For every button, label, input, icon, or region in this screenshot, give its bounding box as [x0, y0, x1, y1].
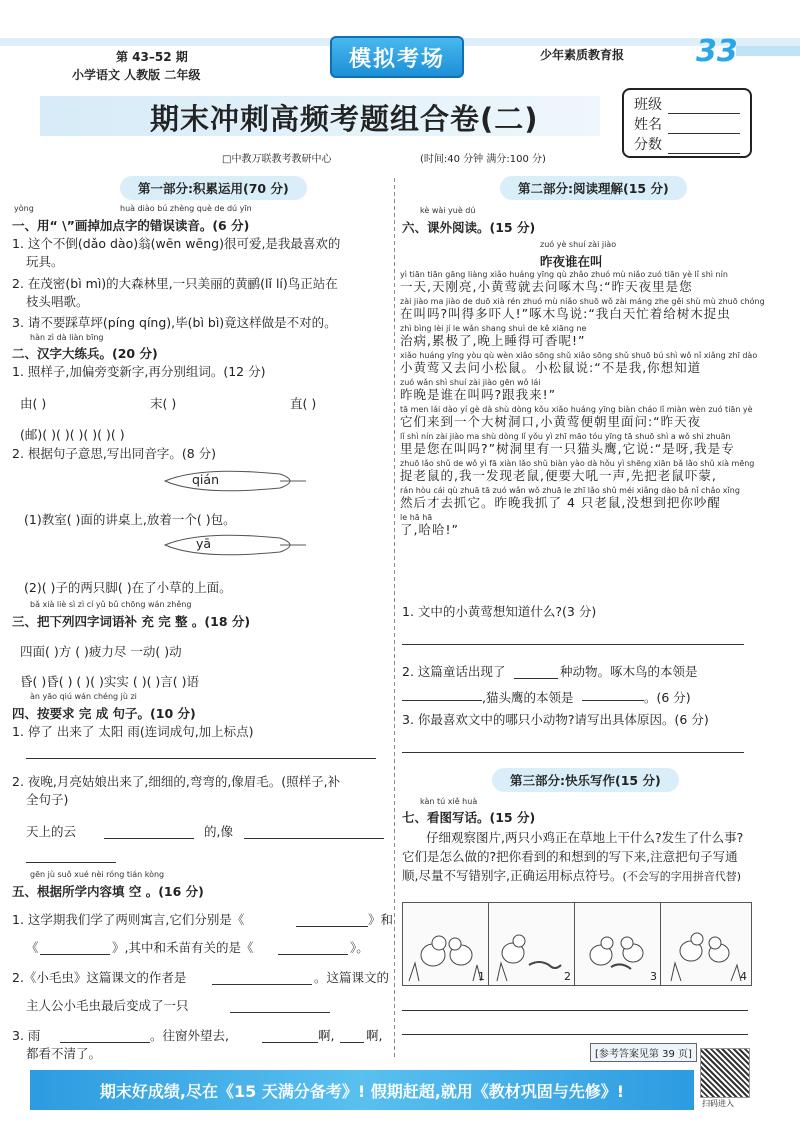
q1-pinyin-2: huà diào bú zhèng què de dú yīn — [120, 204, 252, 213]
chick-picture-1 — [403, 903, 489, 985]
q5-blank8[interactable] — [340, 1042, 364, 1043]
frame-number: 1 — [478, 970, 485, 983]
reading-q3-answer[interactable] — [402, 752, 744, 753]
part1-title: 第一部分:积累运用(70 分) — [120, 176, 307, 200]
footer-banner: 期末好成绩,尽在《15 天满分备考》! 假期赶超,就用《教材巩固与先修》! — [30, 1070, 694, 1110]
frame-number: 4 — [740, 970, 747, 983]
writing-line-1[interactable] — [402, 1010, 748, 1011]
story-line: 昨晚是谁在叫吗?跟我来!” — [400, 387, 557, 402]
score-field[interactable] — [668, 139, 740, 154]
story-line-pinyin: zuó wǎn shì shuí zài jiào gēn wǒ lái — [400, 378, 541, 387]
q3-row2: 昏( )昏( ) ( )( )实实 ( )( )言( )语 — [20, 674, 200, 689]
q6-pinyin: kè wài yuè dú — [420, 206, 476, 215]
qr-code-icon[interactable] — [700, 1048, 750, 1098]
column-divider — [394, 178, 395, 1058]
q2-row1-b: 末( ) — [150, 396, 177, 411]
q1-item2b: 枝头唱歌。 — [26, 294, 89, 309]
writing-line-2[interactable] — [402, 1034, 748, 1035]
q4-item2b: 全句子) — [26, 792, 69, 807]
q7-pinyin: kàn tú xiě huà — [420, 797, 478, 806]
q5-item1: 1. 这学期我们学了两则寓言,它们分别是《 — [12, 912, 245, 927]
q4-blank1[interactable] — [104, 838, 194, 839]
qr-caption: 扫码进入 — [702, 1099, 734, 1108]
q4-item2d: 的,像 — [204, 824, 233, 839]
q3-title: 三、把下列四字词语补 充 完 整 。(18 分) — [12, 614, 251, 629]
q5-item3e: 都看不清了。 — [26, 1046, 102, 1061]
leaf-icon — [160, 466, 310, 496]
q5-blank4[interactable] — [212, 984, 312, 985]
story-line-pinyin: zài jiào ma jiào de duō xià rén zhuó mù niǎo shuō wǒ zài máng zhe gěi shù mù zhuō chóng — [400, 297, 765, 306]
q5-item1b: 》和 — [368, 912, 394, 927]
reading-q2-c: ,猫头鹰的本领是 — [482, 690, 574, 705]
page-number: 33 — [696, 34, 738, 69]
q5-item3c: 啊, — [318, 1028, 335, 1043]
q5-item1e: 》。 — [350, 940, 369, 955]
story-line-pinyin: rán hòu cái qù zhuā tā zuó wǎn wǒ zhuā le zhī lǎo shǔ méi xiǎng dào bǎ nǐ chǎo xǐng — [400, 486, 740, 495]
q1-pinyin: yòng — [14, 204, 34, 213]
chick-picture-4 — [661, 903, 751, 985]
class-field[interactable] — [668, 99, 740, 114]
chick-picture-3 — [575, 903, 661, 985]
story-line: 里是您在叫吗?”树洞里有一只猫头鹰,它说:“是呀,我是专 — [400, 441, 735, 456]
reading-q2-blank1[interactable] — [514, 678, 558, 679]
q5-item1c: 《 — [26, 940, 39, 955]
story-body — [400, 270, 785, 540]
picture-frame-3 — [574, 902, 662, 986]
q4-blank3[interactable] — [26, 862, 116, 863]
writing-prompt — [402, 828, 752, 886]
q2-row1-a: 由( ) — [20, 396, 47, 411]
story-line: 了,哈哈!” — [400, 522, 459, 537]
q2-item1: 1. 照样子,加偏旁变新字,再分别组词。(12 分) — [12, 364, 266, 379]
reading-q2: 2. 这篇童话出现了 — [402, 664, 506, 679]
name-field[interactable] — [668, 119, 740, 134]
q5-item3: 3. 雨 — [12, 1028, 41, 1043]
q5-item3d: 啊, — [366, 1028, 383, 1043]
story-line: 捉老鼠的,我一发现老鼠,便要大吼一声,先把老鼠吓蒙, — [400, 468, 717, 483]
story-line: 治病,累极了,晚上睡得可香呢!” — [400, 333, 586, 348]
q5-pinyin: gēn jù suǒ xué nèi róng tián kòng — [30, 870, 165, 879]
story-title: 昨夜谁在叫 — [540, 254, 603, 269]
student-info-box — [622, 88, 752, 158]
reading-q1: 1. 文中的小黄莺想知道什么?(3 分) — [402, 604, 597, 619]
answer-reference: [参考答案见第 39 页] — [590, 1043, 697, 1062]
picture-frame-2 — [488, 902, 576, 986]
story-line-pinyin: zhuō lǎo shǔ de wǒ yì fā xiàn lǎo shǔ biàn yào dà hǒu yì shēng xiān bǎ lǎo shǔ xià mēng — [400, 459, 755, 468]
q4-item2c: 天上的云 — [26, 824, 77, 839]
q1-item1: 1. 这个不倒(dǎo dào)翁(wēn wēng)很可爱,是我最喜欢的 — [12, 236, 341, 251]
q5-blank6[interactable] — [60, 1042, 150, 1043]
q5-item3b: 。往窗外望去, — [150, 1028, 229, 1043]
part3-title: 第三部分:快乐写作(15 分) — [492, 768, 679, 792]
publisher: 少年素质教育报 — [540, 48, 625, 62]
frame-number: 3 — [650, 970, 657, 983]
leaf2-pinyin: yā — [196, 536, 212, 551]
q5-blank1[interactable] — [296, 926, 368, 927]
story-line-pinyin: xiǎo huáng yīng yòu qù wèn xiǎo sōng shǔ xiǎo sōng shǔ shuō bú shì wǒ nǐ xiǎng zhī dào — [400, 351, 758, 360]
leaf-icon — [160, 530, 310, 560]
q5-item1d: 》,其中和禾苗有关的是《 — [112, 940, 254, 955]
page-title: 期末冲刺高频考题组合卷(二) — [150, 102, 539, 136]
q3-pinyin: bǎ xià liè sì zì cí yǔ bǔ chōng wán zhěng — [30, 600, 192, 609]
q6-title: 六、课外阅读。(15 分) — [402, 220, 536, 235]
leaf1-pinyin: qián — [192, 472, 219, 487]
reading-q2-d: 。(6 分) — [644, 690, 691, 705]
time-info: (时间:40 分钟 满分:100 分) — [420, 154, 546, 165]
writing-prompt-note: (不会写的字用拼音代替) — [622, 870, 742, 883]
class-label: 班级 — [634, 97, 662, 113]
story-line: 在叫吗?叫得多吓人!”啄木鸟说:“我白天忙着给树木捉虫 — [400, 306, 731, 321]
story-line: 它们来到一个大树洞口,小黄莺便朝里面问:“昨天夜 — [400, 414, 702, 429]
frame-number: 2 — [564, 970, 571, 983]
reading-q1-answer[interactable] — [402, 644, 744, 645]
q5-blank3[interactable] — [278, 954, 348, 955]
issue-number: 第 43–52 期 — [116, 50, 188, 64]
story-line-pinyin: zhì bìng lèi jí le wǎn shang shuì de kě xiāng ne — [400, 324, 587, 333]
exam-banner: 模拟考场 — [330, 36, 464, 78]
story-line: 然后才去抓它。昨晚我抓了 4 只老鼠,没想到把你吵醒 — [400, 495, 721, 510]
q1-item1b: 玩具。 — [26, 254, 64, 269]
picture-frame-1 — [402, 902, 490, 986]
q2-row2: (邮)( )( )( )( )( )( ) — [20, 427, 125, 442]
q2-row1-c: 直( ) — [290, 396, 317, 411]
q5-item2b: 。这篇课文的 — [314, 970, 390, 985]
q5-blank7[interactable] — [262, 1042, 318, 1043]
story-line-pinyin: lǐ shì nín zài jiào ma shù dòng lǐ yǒu yì zhī māo tóu yīng tā shuō shì a wǒ shì zhuān — [400, 432, 731, 441]
reading-q3: 3. 你最喜欢文中的哪只小动物?请写出具体原因。(6 分) — [402, 712, 709, 727]
q1-item2: 2. 在茂密(bì mì)的大森林里,一只美丽的黄鹂(lǐ lí)鸟正站在 — [12, 276, 338, 291]
q4-item1: 1. 停了 出来了 太阳 雨(连词成句,加上标点) — [12, 724, 254, 739]
writing-prompt-text: 仔细观察图片,两只小鸡正在草地上干什么?发生了什么事?它们是怎么做的?把你看到的和想到的写下来,注意把句子写通顺,尽量不写错别字,正确运用标点符号。 — [402, 830, 744, 883]
q2-item2: 2. 根据句子意思,写出同音字。(8 分) — [12, 446, 217, 461]
grade-line: 小学语文 人教版 二年级 — [72, 68, 201, 82]
q1-title: 一、用“ \”画掉加点字的错误读音。(6 分) — [12, 218, 250, 233]
score-label: 分数 — [634, 137, 662, 153]
q4-answer-line[interactable] — [26, 758, 376, 759]
story-line-pinyin: yì tiān tiān gāng liàng xiǎo huáng yīng qù zhǎo zhuó mù niǎo zuó tiān yè lǐ shì nín — [400, 270, 728, 279]
story-line: 小黄莺又去问小松鼠。小松鼠说:“不是我,你想知道 — [400, 360, 702, 375]
q2-title: 二、汉字大练兵。(20 分) — [12, 346, 158, 361]
q4-pinyin: àn yāo qiú wán chéng jù zi — [30, 692, 137, 701]
part2-title: 第二部分:阅读理解(15 分) — [500, 176, 687, 200]
picture-frame-4 — [660, 902, 752, 986]
reading-q2-blank3[interactable] — [582, 700, 644, 701]
chick-picture-2 — [489, 903, 575, 985]
q5-title: 五、根据所学内容填 空 。(16 分) — [12, 884, 204, 899]
header-right-stripe — [736, 46, 800, 56]
q5-item2: 2.《小毛虫》这篇课文的作者是 — [12, 970, 187, 985]
editor-credit: □中教万联教考教研中心 — [222, 154, 332, 165]
q4-item2: 2. 夜晚,月亮姑娘出来了,细细的,弯弯的,像眉毛。(照样子,补 — [12, 774, 341, 789]
q4-blank2[interactable] — [244, 838, 384, 839]
q5-blank2[interactable] — [40, 954, 110, 955]
q2-pinyin: hàn zì dà liàn bīng — [30, 333, 104, 342]
q4-title: 四、按要求 完 成 句子。(10 分) — [12, 706, 196, 721]
name-label: 姓名 — [634, 117, 662, 133]
story-title-pinyin: zuó yè shuí zài jiào — [540, 240, 617, 249]
story-line: 一天,天刚亮,小黄莺就去问啄木鸟:“昨天夜里是您 — [400, 279, 693, 294]
q5-item2c: 主人公小毛虫最后变成了一只 — [26, 998, 189, 1013]
q7-title: 七、看图写话。(15 分) — [402, 810, 536, 825]
story-line-pinyin: tā men lái dào yí gè dà shù dòng kǒu xiǎo huáng yīng biàn cháo lǐ miàn wèn zuó tiān yè — [400, 405, 753, 414]
q2-item2a: (1)教室( )面的讲桌上,放着一个( )包。 — [24, 512, 236, 527]
story-line-pinyin: le hā hā — [400, 513, 433, 522]
reading-q2-b: 种动物。啄木鸟的本领是 — [560, 664, 698, 679]
q1-item3: 3. 请不要踩草坪(píng qíng),毕(bì bì)竟这样做是不对的。 — [12, 315, 337, 330]
q2-item2b: (2)( )子的两只脚( )在了小草的上面。 — [24, 580, 232, 595]
q3-row1: 四面( )方 ( )疲力尽 一动( )动 — [20, 644, 182, 659]
reading-q2-blank2[interactable] — [402, 700, 482, 701]
q5-blank5[interactable] — [230, 1012, 330, 1013]
